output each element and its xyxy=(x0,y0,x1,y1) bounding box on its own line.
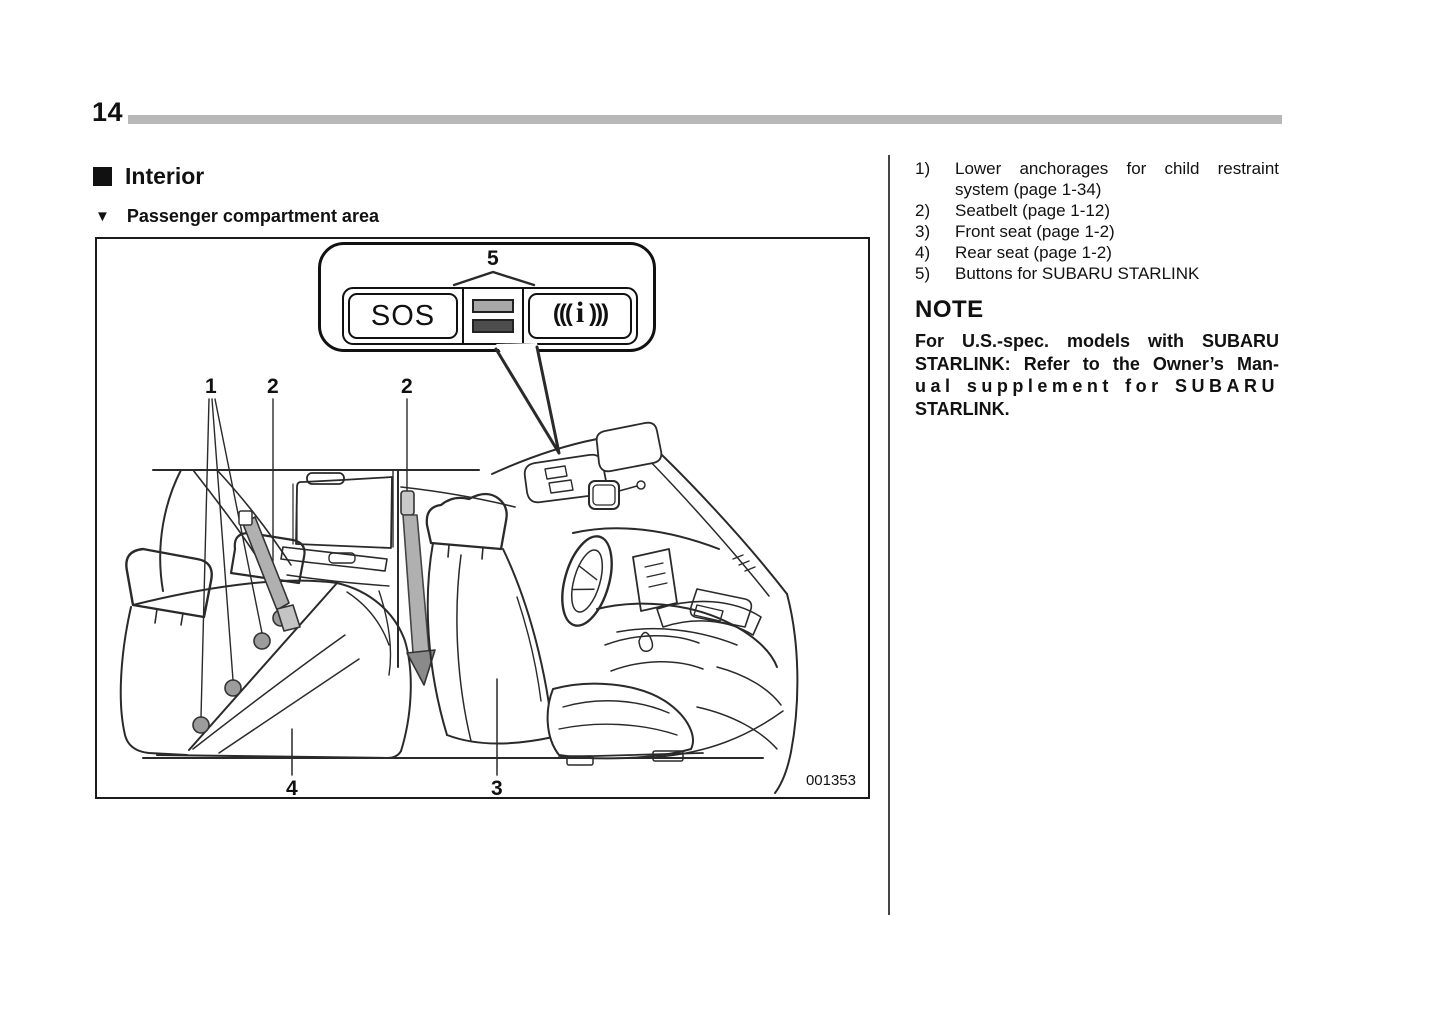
legend-item-number: 5) xyxy=(915,264,931,283)
wave-left-icon: ((( xyxy=(552,300,571,327)
legend-item-text: Seatbelt (page 1-12) xyxy=(955,201,1110,220)
subsection-heading-passenger-compartment xyxy=(95,206,379,227)
callout-5-starlink-buttons: 5 xyxy=(487,247,499,270)
note-heading: NOTE xyxy=(915,296,984,323)
note-line: STARLINK. xyxy=(915,398,1010,419)
passenger-compartment-figure xyxy=(95,237,870,799)
legend-item-3 xyxy=(915,221,1279,242)
figure-legend xyxy=(915,158,1279,284)
sos-button-label: SOS xyxy=(348,293,458,339)
callout-4-rear-seat: 4 xyxy=(286,777,298,800)
legend-item-number: 3) xyxy=(915,222,931,241)
legend-item-1 xyxy=(915,158,1279,200)
legend-item-4 xyxy=(915,242,1279,263)
led-bar-dark xyxy=(472,319,514,333)
legend-item-2 xyxy=(915,200,1279,221)
square-bullet-icon xyxy=(93,167,112,186)
legend-item-text: Front seat (page 1-2) xyxy=(955,222,1115,241)
starlink-led-bars xyxy=(464,289,522,343)
note-line: STARLINK: Refer to the Owner’s Man- xyxy=(915,353,1279,374)
callout-3-front-seat: 3 xyxy=(491,777,503,800)
sos-button xyxy=(344,289,464,343)
i-call-button-icon xyxy=(528,293,632,339)
legend-item-text: Lower anchorages for child restraint xyxy=(955,159,1279,178)
callout-2-front-seatbelt: 2 xyxy=(401,375,413,398)
section-heading-interior xyxy=(93,163,204,190)
legend-item-text: system (page 1-34) xyxy=(955,180,1102,199)
header-rule xyxy=(128,115,1282,124)
callout-1-lower-anchorages: 1 xyxy=(205,375,217,398)
legend-item-text: Buttons for SUBARU STARLINK xyxy=(955,264,1200,283)
legend-item-number: 4) xyxy=(915,243,931,262)
triangle-bullet-icon: ▼ xyxy=(95,208,110,225)
legend-item-number: 1) xyxy=(915,159,931,178)
figure-code: 001353 xyxy=(805,772,856,789)
starlink-button-panel xyxy=(342,287,638,345)
section-heading-label: Interior xyxy=(125,163,205,189)
note-line: For U.S.-spec. models with SUBARU xyxy=(915,331,1279,351)
legend-item-number: 2) xyxy=(915,201,931,220)
subsection-heading-label: Passenger compartment area xyxy=(126,206,379,226)
led-bar-light xyxy=(472,299,514,313)
legend-item-text: Rear seat (page 1-2) xyxy=(955,243,1112,262)
callout-2-rear-seatbelt: 2 xyxy=(267,375,279,398)
column-divider xyxy=(888,155,890,915)
legend-item-5 xyxy=(915,263,1279,284)
i-call-button xyxy=(522,289,636,343)
note-body xyxy=(915,330,1279,420)
page-number: 14 xyxy=(92,97,124,127)
info-i-icon: i xyxy=(575,296,585,329)
note-line: ual supplement for SUBARU xyxy=(915,376,1279,396)
wave-right-icon: ))) xyxy=(589,300,608,327)
